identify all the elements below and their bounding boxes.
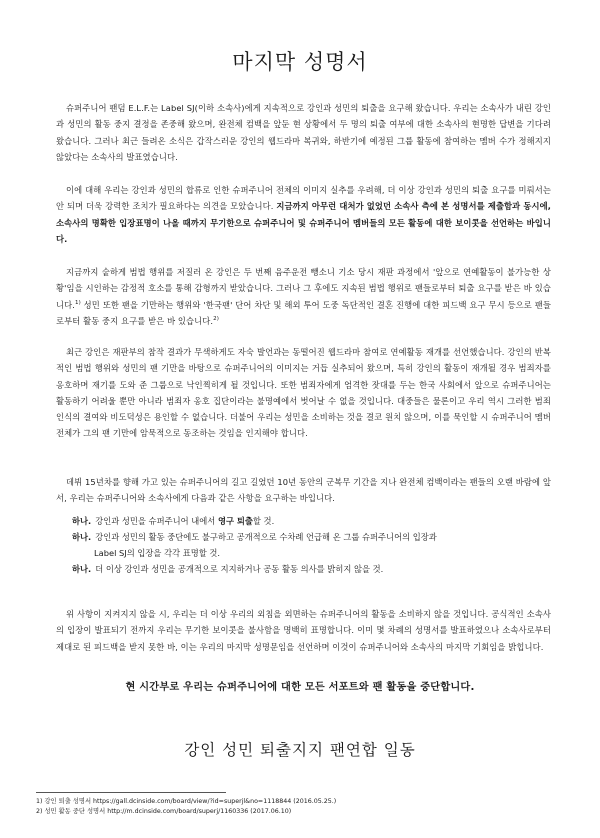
- demand-item-1: [72, 513, 552, 529]
- demand-item-2: [72, 529, 552, 545]
- demand-3-mark: 하나.: [72, 564, 92, 574]
- footnote-divider: [36, 792, 226, 793]
- footnote-mark-2: 2): [213, 316, 219, 323]
- paragraph-2-bold-text: 지금까지 아무런 대처가 없었던 소속사 측에 본 성명서를 제출함과 동시에, 소속사의 명확한 입장표명이 나올 때까지 무기한으로 슈퍼주니어 및 슈퍼주니어 멤버들의 모든 활동에 대한 보이콧을 선언하는 바입니다.: [56, 201, 551, 244]
- paragraph-6-text: 위 사항이 지켜지지 않을 시, 우리는 더 이상 우리의 외침을 외면하는 슈퍼주니어의 활동을 소비하지 않을 것입니다. 공식적인 소속사의 입장이 발표되기 전까지 우리는 무기한 보이콧을 불사함을 명백히 표명합니다. 이미 몇 차례의 성명서를 발표하였으나 소속사로부터 제대로 된 피드백을 받지 못한 바, 이는 우리의 마지막 성명문임을 선언하며 이것이 슈퍼주니어와 소속사의 마지막 기회임을 밝힙니다.: [56, 609, 551, 652]
- paragraph-5: [56, 474, 551, 507]
- footnotes: [36, 797, 336, 817]
- demand-item-2-continuation: Label SJ의 입장을 각각 표명할 것.: [94, 548, 221, 558]
- paragraph-4: [56, 344, 551, 442]
- demand-3-text: 더 이상 강인과 성민을 공개적으로 지지하거나 공동 활동 의사를 밝히지 않을 것.: [95, 564, 384, 574]
- paragraph-5-text: 데뷔 15년차를 향해 가고 있는 슈퍼주니어의 길고 길었던 10년 동안의 군복무 기간을 지나 완전체 컴백이라는 팬들의 오랜 바람에 앞서, 우리는 슈퍼주니어와 소속사에게 다음과 같은 사항을 요구하는 바입니다.: [56, 477, 551, 504]
- demand-1-text-b: 할 것.: [252, 516, 275, 526]
- paragraph-3-text-b: 성민 또한 팬을 기만하는 행위와 '한국팬' 단어 차단 및 해외 투어 도중 독단적인 결혼 진행에 대한 피드백 요구 무시 등으로 팬들로부터 활동 중지 요구를 받은 바 있습니다.: [56, 299, 551, 326]
- footnote-2: 2) 성민 활동 중단 성명서 http://m.dcinside.com/board/superj/1160336 (2017.06.10): [36, 808, 292, 815]
- paragraph-2-text: 이에 대해 우리는 강인과 성민의 합류로 인한 슈퍼주니어 전체의 이미지 실추를 우려해, 더 이상 강인과 성민의 퇴출 요구를 미뤄서는 안 되며 더욱 강력한 조치가 필요하다는 의견을 모았습니다.: [56, 185, 551, 212]
- closing-statement: 현 시간부로 우리는 슈퍼주니어에 대한 모든 서포트와 팬 활동을 중단합니다.: [125, 682, 475, 693]
- demand-list: [72, 513, 552, 577]
- demand-1-text-a: 강인과 성민을 슈퍼주니어 내에서: [95, 516, 218, 526]
- paragraph-4-text: 최근 강인은 재판부의 참작 결과가 무색하게도 자숙 발언과는 동떨어진 웹드라마 참여로 연예활동 재개를 선언했습니다. 강인의 반복적인 범법 행위와 성민의 팬 기만을 바탕으로 슈퍼주니어의 이미지는 거듭 실추되어 왔으며, 특히 강인의 활동이 재개될 경우 범죄자를 옹호하며 재기를 도와 준 그룹으로 낙인찍히게 될 것입니다. 또한 범죄자에게 엄격한 잣대를 두는 한국 사회에서 앞으로 슈퍼주니어는 활동하기 어려울 뿐만 아니라 범죄자 옹호 집단이라는 불명예에서 벗어날 수 없을 것입니다. 대중들은 물론이고 우리 역시 그러한 범죄 인식의 결여와 비도덕성은 용인할 수 없습니다. 더불어 우리는 성민을 소비하는 것을 결코 원치 않으며, 이를 묵인할 시 슈퍼주니어 멤버 전체가 그의 팬 기만에 암묵적으로 동조하는 것임을 인지해야 합니다.: [56, 347, 551, 439]
- paragraph-2: [56, 182, 551, 247]
- paragraph-6: [56, 606, 551, 655]
- footnote-1: 1) 강인 퇴출 성명서 https://gall.dcinside.com/board/view/?id=superjl&no=1118844 (2016.05.25.): [36, 798, 337, 805]
- demand-2-text: 강인과 성민의 활동 중단에도 불구하고 공개적으로 수차례 언급해 온 그룹 슈퍼주니어의 입장과: [95, 532, 437, 542]
- footnote-mark-1: 1): [74, 299, 81, 306]
- paragraph-1-text: 슈퍼주니어 팬덤 E.L.F.는 Label SJ(이하 소속사)에게 지속적으로 강인과 성민의 퇴출을 요구해 왔습니다. 우리는 소속사가 내린 강인과 성민의 활동 중지 결정을 존중해 왔으며, 완전체 컴백을 앞둔 현 상황에서 두 명의 퇴출 여부에 대한 소속사의 현명한 답변을 기다려 왔습니다. 그러나 최근 들려온 소식은 갑작스러운 강인의 웹드라마 복귀와, 하반기에 예정된 그룹 활동에 참여하는 멤버 수가 정해지지 않았다는 소속사의 발표였습니다.: [56, 103, 551, 162]
- demand-item-3: [72, 561, 552, 577]
- document-title: 마지막 성명서: [232, 50, 368, 74]
- demand-1-mark: 하나.: [72, 516, 92, 526]
- signature-line: 강인 성민 퇴출지지 팬연합 일동: [184, 741, 416, 759]
- paragraph-3-text-a: 지금까지 숱하게 범법 행위를 저질러 온 강인은 두 번째 음주운전 뺑소니 기소 당시 재판 과정에서 '앞으로 연예활동이 불가능한 상황'임을 시인하는 감정적 호소를 통해 감형까지 받았습니다. 그러나 그 후에도 지속된 범법 행위로 팬들로부터 퇴출 요구를 받은 바 있습니다.: [56, 267, 551, 310]
- demand-2-mark: 하나.: [72, 532, 92, 542]
- paragraph-3: [56, 264, 551, 329]
- paragraph-1: [56, 100, 551, 165]
- demand-1-text-bold: 영구 퇴출: [217, 516, 253, 526]
